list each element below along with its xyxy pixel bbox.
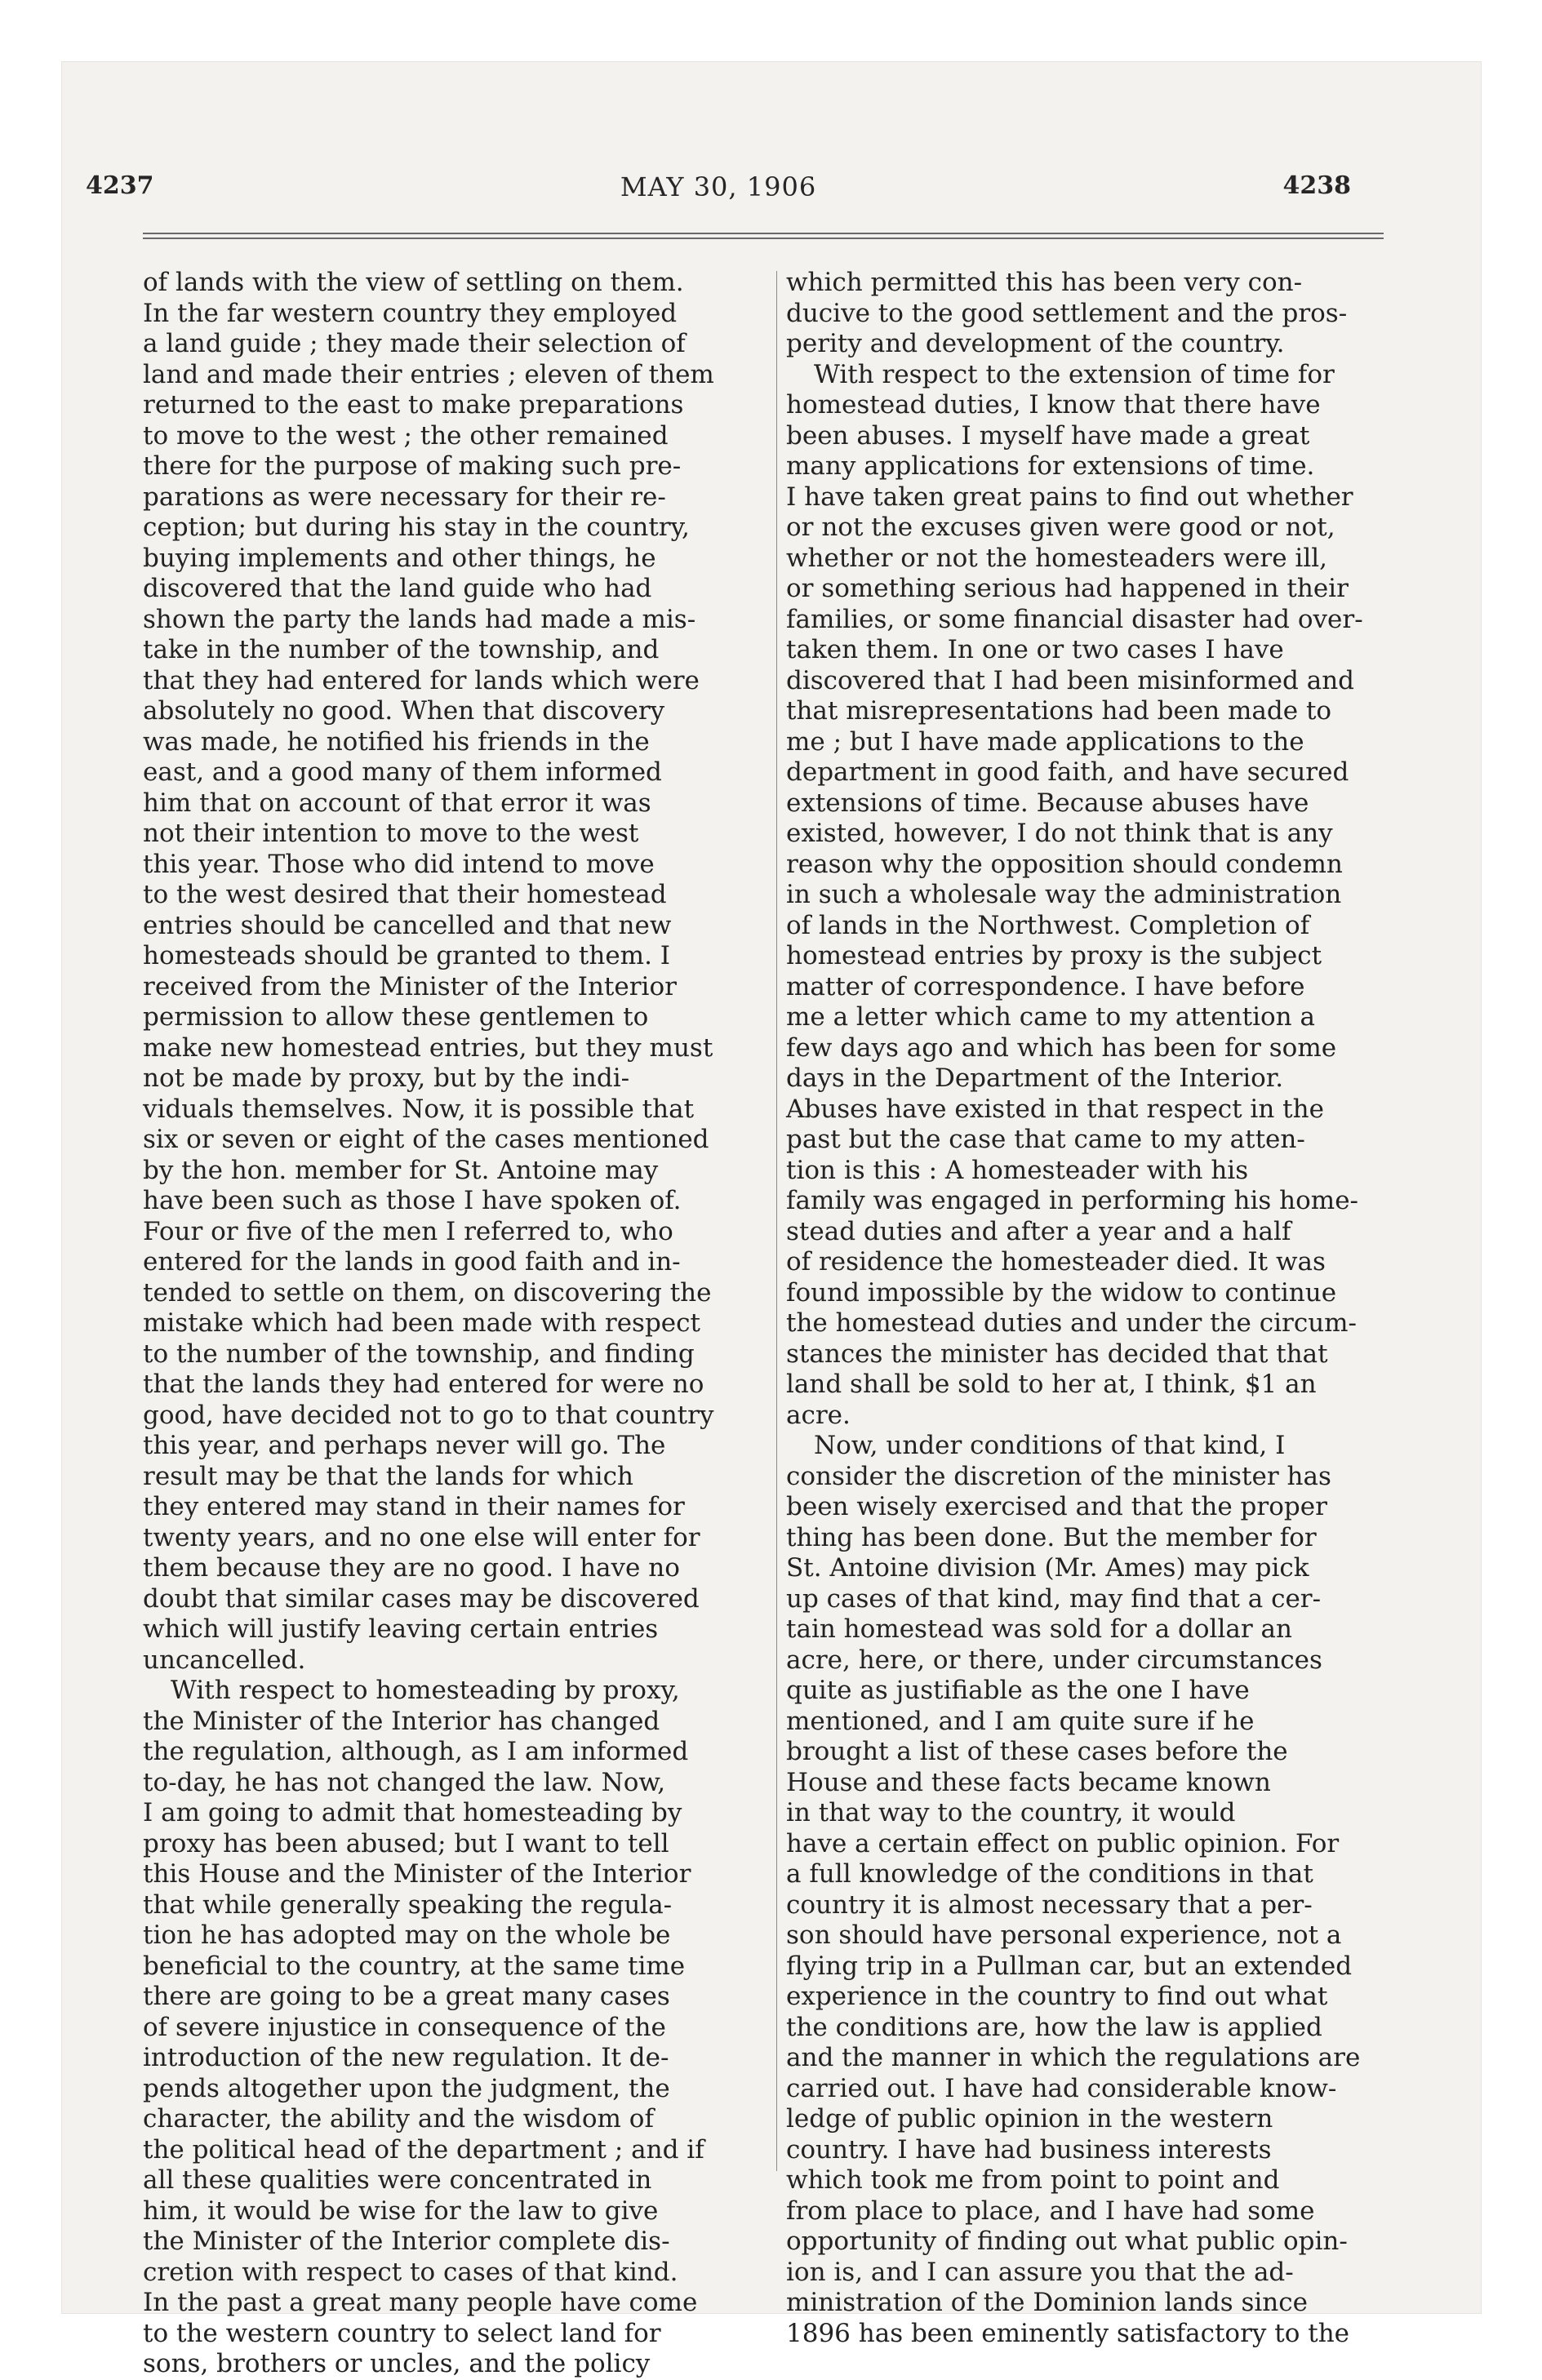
text-line: not be made by proxy, but by the indi- [143,1063,630,1093]
text-line: to the number of the township, and finding [143,1339,695,1369]
text-line: and the manner in which the regulations are [786,2043,1361,2072]
text-line: the homestead duties and under the circum- [786,1308,1358,1338]
text-line: In the far western country they employed [143,298,678,328]
text-line: ledge of public opinion in the western [786,2104,1273,2134]
text-line: With respect to the extension of time for [814,359,1335,389]
text-line: twenty years, and no one else will enter for [143,1522,700,1552]
text-line: entered for the lands in good faith and in- [143,1247,681,1277]
text-line: carried out. I have had considerable know- [786,2073,1337,2103]
left-page-number: 4237 [86,171,154,200]
text-line: land shall be sold to her at, I think, $1 an [786,1370,1317,1399]
text-line: discovered that the land guide who had [143,574,652,603]
text-line: this House and the Minister of the Interior [143,1859,691,1889]
text-line: me ; but I have made applications to the [786,726,1304,757]
text-line: Abuses have existed in that respect in the [786,1094,1324,1124]
right-page-number: 4238 [1282,171,1351,200]
text-line: With respect to homesteading by proxy, [171,1676,680,1705]
text-line: reason why the opposition should condemn [786,849,1343,879]
right-column [786,268,1400,2349]
text-line: have been such as those I have spoken of. [143,1186,682,1215]
text-line: matter of correspondence. I have before [786,971,1305,1001]
text-line: tion he has adopted may on the whole be [143,1920,671,1950]
text-line: beneficial to the country, at the same time [143,1951,686,1981]
text-line: flying trip in a Pullman car, but an extended [786,1951,1353,1981]
text-line: whether or not the homesteaders were ill, [786,543,1328,573]
text-line: country it is almost necessary that a per- [786,1889,1313,1920]
text-line: them because they are no good. I have no [143,1553,680,1583]
text-line: or something serious had happened in their [786,574,1349,603]
text-line: found impossible by the widow to continue [786,1277,1337,1308]
text-line: there for the purpose of making such pre- [143,451,682,481]
text-line: buying implements and other things, he [143,543,656,573]
text-line: tain homestead was sold for a dollar an [786,1614,1292,1644]
page-date: MAY 30, 1906 [620,171,817,202]
text-line: the conditions are, how the law is applied [786,2012,1322,2042]
text-line: not their intention to move to the west [143,819,639,848]
text-line: 1896 has been eminently satisfactory to the [786,2318,1350,2348]
text-line: a full knowledge of the conditions in that [786,1859,1313,1889]
page-header [86,171,1351,204]
text-line: mistake which had been made with respect [143,1308,700,1338]
text-line: the regulation, although, as I am informed [143,1737,689,1766]
text-line: east, and a good many of them informed [143,757,662,787]
text-line: pends altogether upon the judgment, the [143,2073,670,2103]
text-line: that misrepresentations had been made to [786,696,1332,726]
text-line: days in the Department of the Interior. [786,1063,1284,1093]
text-line: of severe injustice in consequence of the [143,2012,666,2042]
text-line: the political head of the department ; and if [143,2134,704,2165]
text-line: there are going to be a great many cases [143,1982,670,2011]
text-line: acre. [786,1400,851,1430]
text-line: Now, under conditions of that kind, I [814,1431,1286,1460]
text-line: which took me from point to point and [786,2165,1280,2195]
text-line: in such a wholesale way the administration [786,880,1342,909]
text-line: family was engaged in performing his home- [786,1186,1359,1215]
text-line: experience in the country to find out what [786,1982,1328,2011]
text-line: that the lands they had entered for were no [143,1370,704,1399]
text-line: me a letter which came to my attention a [786,1002,1315,1032]
text-line: received from the Minister of the Interior [143,971,677,1001]
text-line: cretion with respect to cases of that kind. [143,2257,678,2287]
text-line: the Minister of the Interior complete dis- [143,2227,670,2256]
text-line: taken them. In one or two cases I have [786,635,1284,664]
text-line: introduction of the new regulation. It de- [143,2043,669,2072]
text-line: which will justify leaving certain entries [143,1614,659,1644]
text-line: viduals themselves. Now, it is possible that [143,1094,695,1124]
text-line: stead duties and after a year and a half [786,1216,1291,1246]
text-line: six or seven or eight of the cases mentioned [143,1125,709,1154]
text-line: that they had entered for lands which were [143,665,700,695]
text-line: consider the discretion of the minister has [786,1461,1331,1491]
text-line: ception; but during his stay in the country, [143,513,690,542]
text-line: discovered that I had been misinformed and [786,665,1355,695]
text-line: stances the minister has decided that that [786,1339,1328,1369]
text-line: tended to settle on them, on discovering the [143,1277,712,1308]
text-line: or not the excuses given were good or not, [786,513,1335,542]
text-line: I am going to admit that homesteading by [143,1798,682,1827]
text-line: been wisely exercised and that the proper [786,1492,1327,1521]
text-line: sons, brothers or uncles, and the policy [143,2349,651,2378]
text-line: uncancelled. [143,1645,306,1675]
text-line: him, it would be wise for the law to give [143,2196,659,2226]
text-line: many applications for extensions of time. [786,451,1315,481]
text-line: few days ago and which has been for some [786,1032,1337,1063]
text-line: character, the ability and the wisdom of [143,2104,654,2134]
text-line: homestead entries by proxy is the subject [786,941,1322,970]
text-line: homestead duties, I know that there have [786,390,1321,420]
text-line: land and made their entries ; eleven of them [143,359,714,389]
column-divider [776,271,777,2171]
text-line: to the west desired that their homestead [143,880,667,909]
text-line: In the past a great many people have come [143,2288,698,2317]
text-line: in that way to the country, it would [786,1798,1236,1827]
header-rule [143,233,1384,239]
text-line: the Minister of the Interior has changed [143,1706,660,1736]
text-line: brought a list of these cases before the [786,1737,1288,1766]
text-line: returned to the east to make preparations [143,390,684,420]
text-line: this year, and perhaps never will go. The [143,1431,666,1460]
text-line: was made, he notified his friends in the [143,726,650,757]
text-line: been abuses. I myself have made a great [786,420,1310,451]
text-line: absolutely no good. When that discovery [143,696,665,726]
text-line: Four or five of the men I referred to, who [143,1216,673,1246]
text-line: St. Antoine division (Mr. Ames) may pick [786,1553,1309,1583]
text-line: permission to allow these gentlemen to [143,1002,649,1032]
text-line: proxy has been abused; but I want to tell [143,1828,669,1858]
text-line: existed, however, I do not think that is any [786,819,1333,848]
text-line: entries should be cancelled and that new [143,910,672,940]
text-line: I have taken great pains to find out whether [786,482,1353,512]
text-line: ion is, and I can assure you that the ad- [786,2257,1294,2287]
text-line: thing has been done. But the member for [786,1522,1317,1552]
text-line: good, have decided not to go to that country [143,1400,714,1430]
left-column [143,268,770,2380]
text-line: doubt that similar cases may be discovered [143,1583,700,1614]
text-line: to move to the west ; the other remained [143,420,669,451]
text-line: department in good faith, and have secured [786,757,1349,787]
text-line: shown the party the lands had made a mis- [143,604,696,634]
text-line: acre, here, or there, under circumstances [786,1645,1322,1675]
text-line: him that on account of that error it was [143,788,651,818]
text-line: a land guide ; they made their selection of [143,329,686,358]
text-line: that while generally speaking the regula- [143,1889,673,1920]
text-line: all these qualities were concentrated in [143,2165,652,2195]
text-line: perity and development of the country. [786,329,1285,358]
text-line: ducive to the good settlement and the pros- [786,298,1348,328]
text-line: to-day, he has not changed the law. Now, [143,1767,666,1797]
text-line: which permitted this has been very con- [786,268,1303,297]
text-line: they entered may stand in their names for [143,1492,685,1521]
text-line: this year. Those who did intend to move [143,849,655,879]
text-line: from place to place, and I have had some [786,2196,1315,2226]
text-line: House and these facts became known [786,1767,1271,1797]
text-line: quite as justifiable as the one I have [786,1676,1250,1705]
text-line: past but the case that came to my atten- [786,1125,1305,1154]
text-line: mentioned, and I am quite sure if he [786,1706,1255,1736]
text-line: to the western country to select land for [143,2318,661,2348]
text-line: opportunity of finding out what public opin- [786,2227,1348,2256]
text-line: tion is this : A homesteader with his [786,1155,1249,1185]
text-line: son should have personal experience, not a [786,1920,1342,1950]
text-line: result may be that the lands for which [143,1461,633,1491]
text-line: ministration of the Dominion lands since [786,2288,1308,2317]
text-line: take in the number of the township, and [143,635,660,664]
text-line: of lands in the Northwest. Completion of [786,910,1310,940]
text-line: homesteads should be granted to them. I [143,941,671,970]
text-line: parations as were necessary for their re- [143,482,666,512]
text-line: extensions of time. Because abuses have [786,788,1309,818]
text-line: make new homestead entries, but they must [143,1032,713,1063]
text-line: country. I have had business interests [786,2134,1272,2165]
text-line: have a certain effect on public opinion. For [786,1828,1340,1858]
text-line: of residence the homesteader died. It was [786,1247,1326,1277]
text-line: by the hon. member for St. Antoine may [143,1155,659,1185]
text-line: of lands with the view of settling on them. [143,268,684,297]
text-line: up cases of that kind, may find that a cer- [786,1583,1322,1614]
text-line: families, or some financial disaster had over- [786,604,1363,634]
